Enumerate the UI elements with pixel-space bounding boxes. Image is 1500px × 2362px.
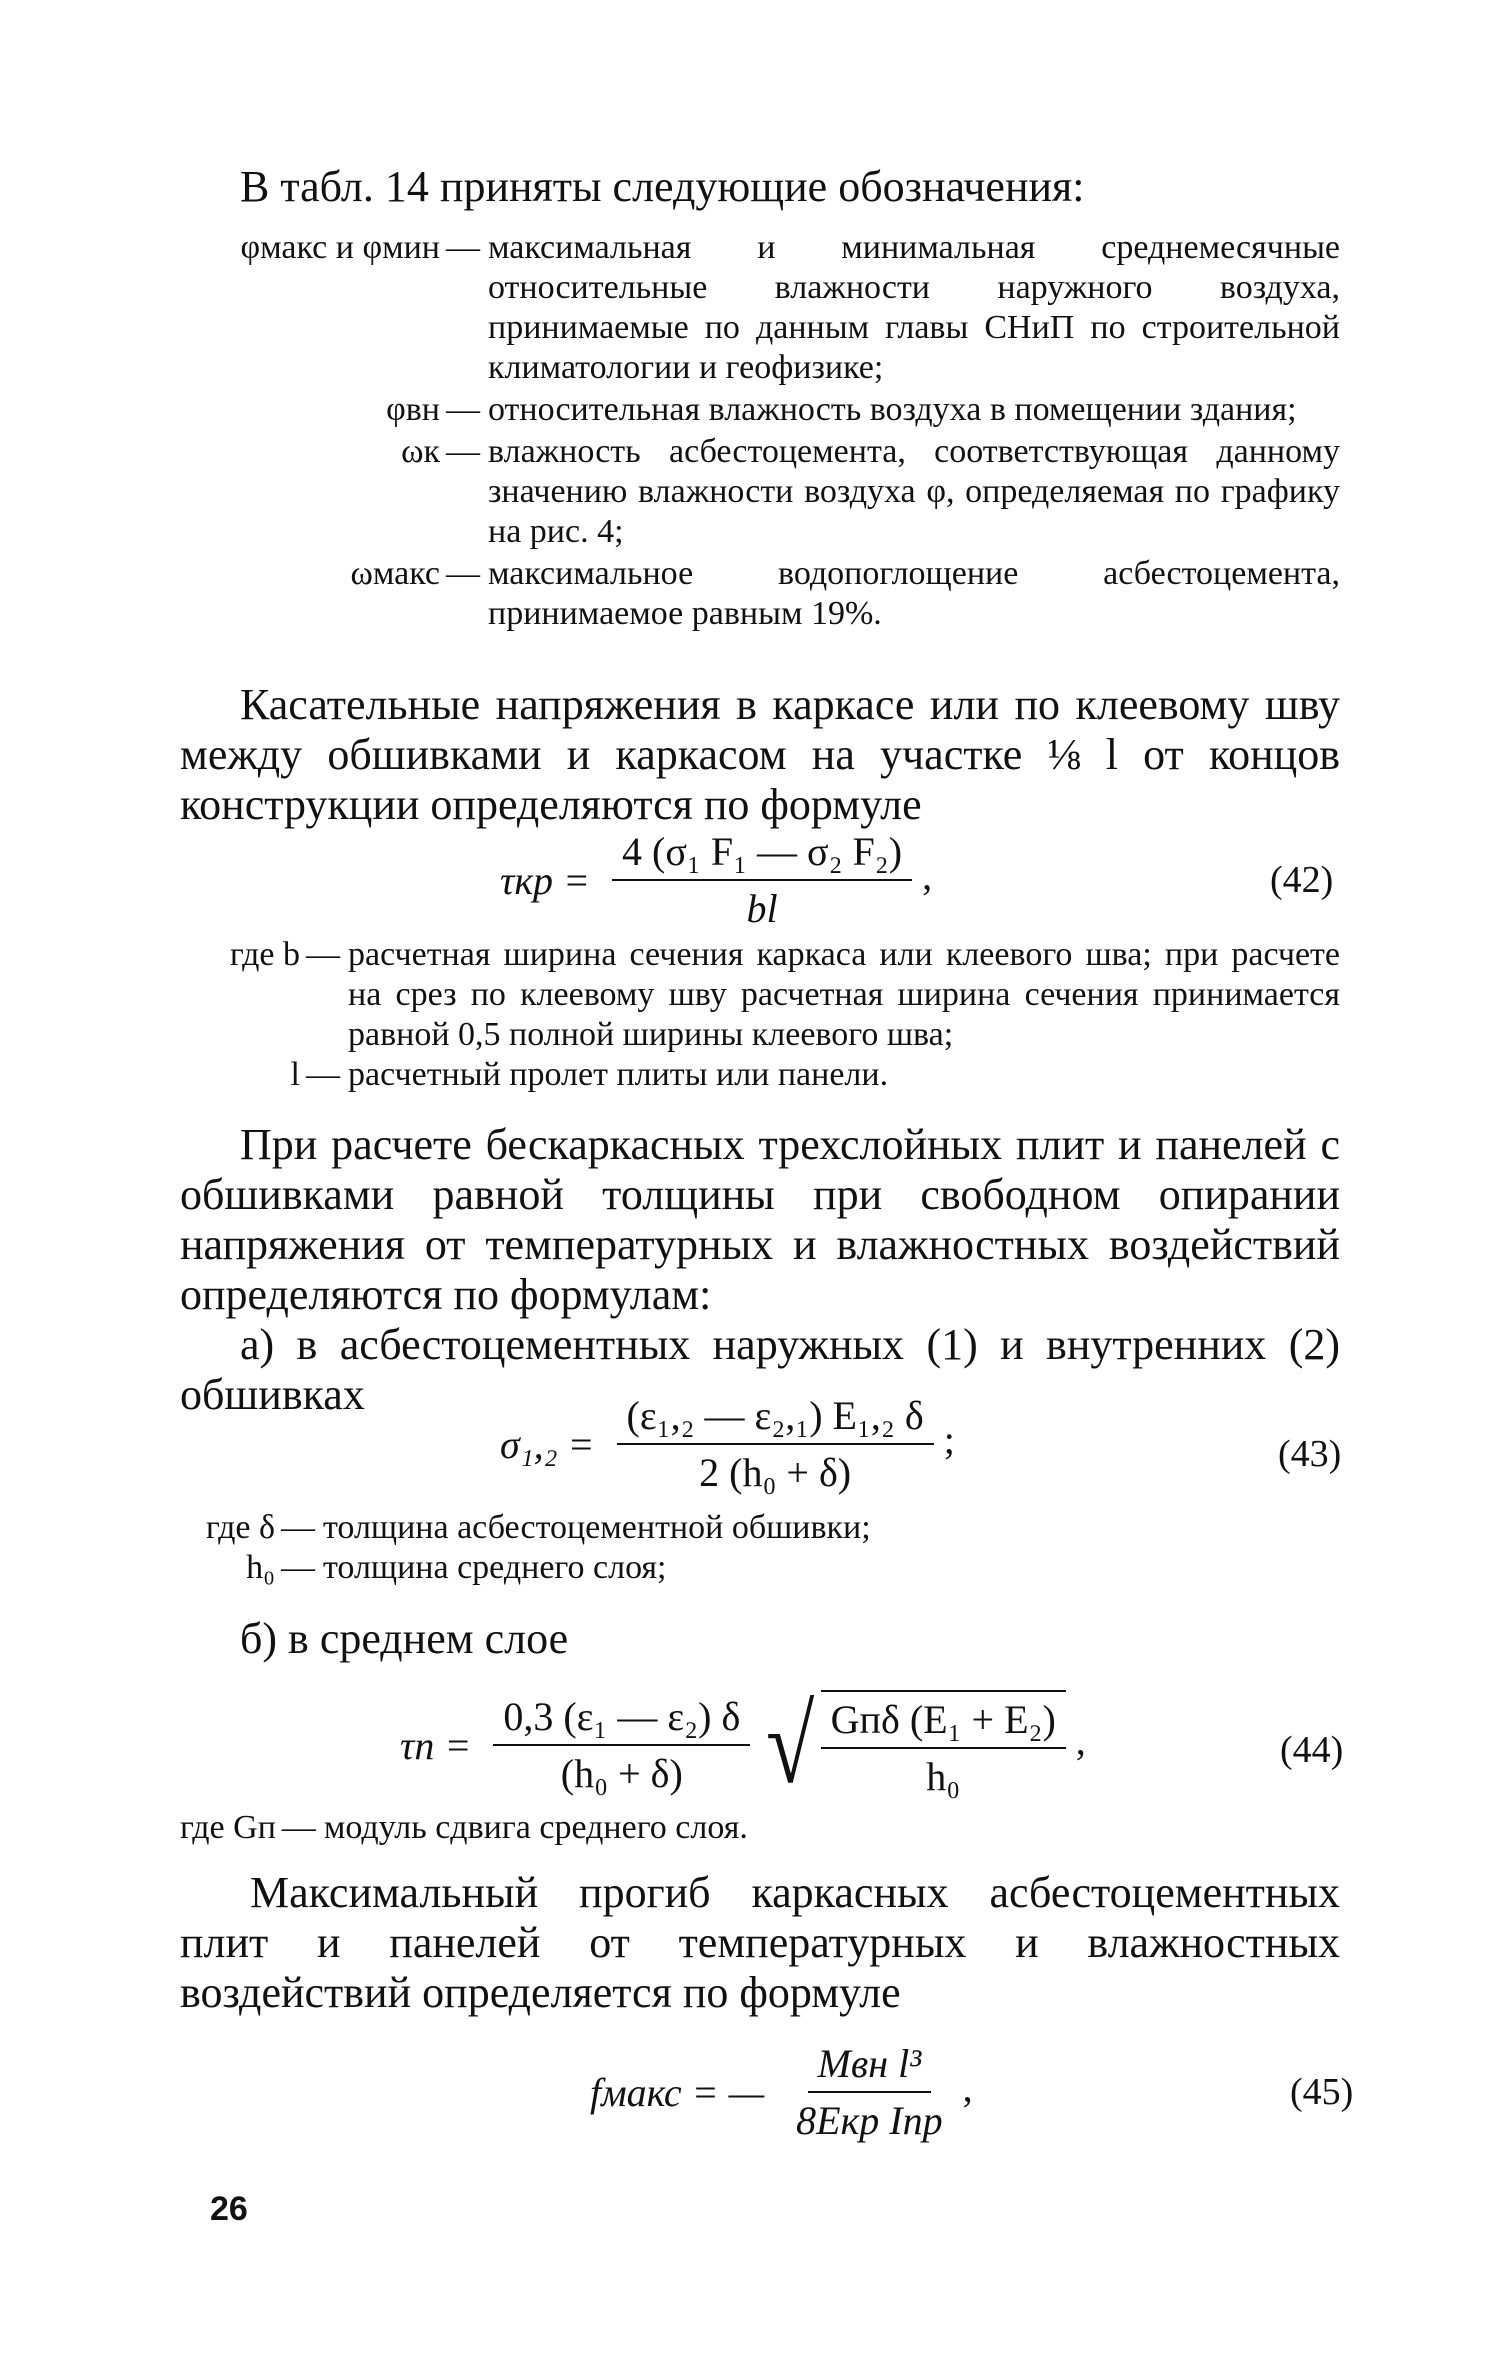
equation-44	[400, 1684, 1086, 1806]
denominator: bl	[746, 886, 778, 931]
equation-43	[500, 1392, 955, 1496]
denominator: 2 (h₀ + δ)	[699, 1450, 852, 1495]
definitions-list	[160, 228, 1340, 634]
where-43	[160, 1508, 1340, 1588]
dash: —	[446, 229, 480, 266]
item-b: б) в среднем слое	[240, 1614, 569, 1663]
definition-text: относительная влажность воздуха в помещении здания;	[488, 391, 1297, 428]
equation-42	[500, 828, 932, 932]
equation-number: (44)	[1280, 1729, 1344, 1771]
numerator: Gпδ (E₁ + E₂)	[821, 1696, 1066, 1749]
dash: —	[446, 555, 480, 592]
definition-text: модуль сдвига среднего слоя.	[323, 1809, 748, 1846]
definition-term: φвн	[386, 391, 440, 428]
equation-fraction	[786, 2040, 952, 2144]
equation-lhs: σ₁,₂ =	[500, 1421, 595, 1467]
dash: —	[446, 391, 480, 428]
definition-item	[180, 1808, 1340, 1848]
definition-text: толщина асбестоцементной обшивки;	[323, 1509, 871, 1546]
definition-item	[190, 1055, 1340, 1095]
where-44	[180, 1808, 1340, 1848]
definition-item	[160, 390, 1340, 430]
equation-punct: ,	[922, 853, 933, 899]
definition-term: l	[290, 1056, 300, 1093]
definition-text: толщина среднего слоя;	[323, 1549, 667, 1586]
definition-item	[190, 935, 1340, 1055]
equation-number: (45)	[1290, 2071, 1354, 2113]
dash: —	[281, 1809, 316, 1846]
equation-fraction	[612, 828, 912, 932]
denominator: 8Eкр Iпр	[796, 2098, 943, 2143]
equation-45	[590, 2040, 973, 2144]
equation-number: (42)	[1270, 859, 1334, 901]
dash: —	[446, 433, 480, 470]
numerator: 4 (σ₁ F₁ — σ₂ F₂)	[612, 828, 912, 881]
definition-text: расчетная ширина сечения каркаса или клеевого шва; при расчете на срез по клеевому шву расчетная ширина сечения принимается равной 0,5 полной ширины клеевого шва;	[348, 936, 1340, 1053]
definition-item	[160, 554, 1340, 634]
definition-term: ωмакс	[350, 555, 440, 592]
equation-punct: ,	[1075, 1718, 1086, 1764]
definition-term: где b	[229, 936, 300, 973]
definition-text: расчетный пролет плиты или панели.	[348, 1056, 889, 1093]
definition-term: h₀	[246, 1549, 275, 1586]
definition-text: влажность асбестоцемента, соответствующая данному значению влажности воздуха φ, определяемая по графику на рис. 4;	[488, 433, 1340, 550]
item-a: а) в асбестоцементных наружных (1) и внутренних (2) обшивках	[180, 1320, 1340, 1419]
equation-fraction	[493, 1693, 750, 1797]
square-root	[760, 1684, 1065, 1806]
definition-item	[160, 1508, 1340, 1548]
definition-term: где δ	[205, 1509, 275, 1546]
equation-punct: ;	[943, 1417, 955, 1463]
equation-punct: ,	[962, 2065, 973, 2111]
paragraph-max-deflection: Максимальный прогиб каркасных асбестоцементных плит и панелей от температурных и влажностных воздействий определяется по формуле	[180, 1868, 1340, 2017]
where-42	[190, 935, 1340, 1095]
radical-sign-icon: √	[766, 1684, 815, 1806]
numerator: 0,3 (ε₁ — ε₂) δ	[493, 1693, 750, 1746]
definition-text: максимальное водопоглощение асбестоцемента, принимаемое равным 19%.	[488, 555, 1340, 632]
paragraph-shear-stress: Касательные напряжения в каркасе или по клеевому шву между обшивками и каркасом на участке ⅛ l от концов конструкции определяются по формуле	[180, 680, 1340, 829]
denominator: h₀	[926, 1754, 961, 1799]
numerator: (ε₁,₂ — ε₂,₁) E₁,₂ δ	[617, 1392, 934, 1445]
definition-item	[160, 228, 1340, 388]
definition-term: где Gп	[180, 1809, 276, 1846]
definition-term: ωк	[401, 433, 440, 470]
radicand	[821, 1690, 1066, 1800]
intro-line: В табл. 14 приняты следующие обозначения:	[240, 162, 1085, 211]
radicand-fraction	[821, 1696, 1066, 1800]
numerator: Mвн l³	[808, 2040, 932, 2093]
equation-lhs: τкр =	[500, 857, 591, 903]
dash: —	[281, 1509, 315, 1546]
equation-number: (43)	[1278, 1433, 1342, 1475]
paragraph-sandwich-panels: При расчете бескаркасных трехслойных плит и панелей с обшивками равной толщины при свободном опирании напряжения от температурных и влажностных воздействий определяются по формулам:	[180, 1120, 1340, 1319]
equation-fraction	[617, 1392, 934, 1496]
dash: —	[306, 1056, 340, 1093]
equation-lhs: τп =	[400, 1722, 472, 1768]
dash: —	[306, 936, 340, 973]
dash: —	[281, 1549, 315, 1586]
definition-term: φмакс и φмин	[240, 229, 440, 266]
definition-text: максимальная и минимальная среднемесячные относительные влажности наружного воздуха, принимаемые по данным главы СНиП по строительной климатологии и геофизике;	[488, 229, 1340, 386]
page-number: 26	[210, 2190, 248, 2228]
denominator: (h₀ + δ)	[560, 1751, 683, 1796]
definition-item	[160, 432, 1340, 552]
definition-item	[160, 1548, 1340, 1588]
equation-lhs: fмакс = —	[590, 2069, 765, 2115]
